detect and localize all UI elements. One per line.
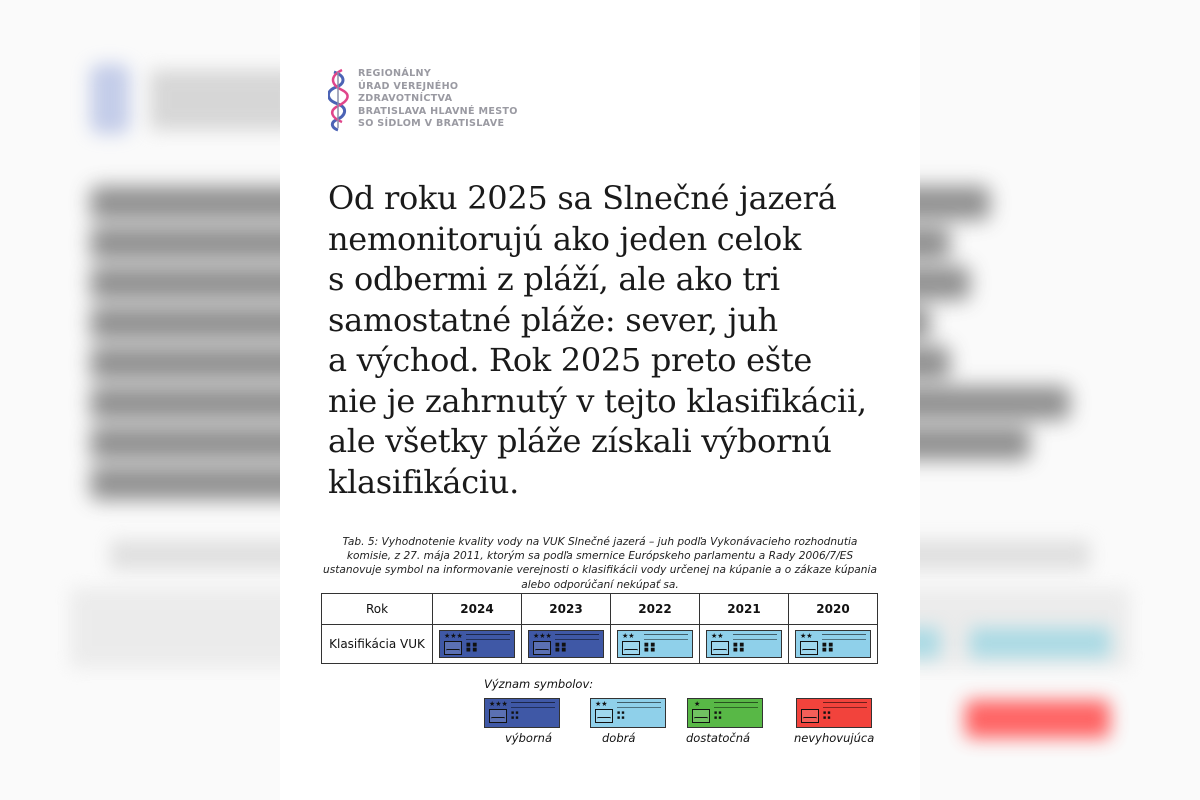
header-cell-year: 2023	[522, 594, 611, 625]
excellent-quality-icon: ★★★ ■ ■ ■ ■	[439, 630, 515, 658]
legend-label: výborná	[505, 731, 553, 745]
good-quality-icon: ★★ ■ ■ ■ ■	[795, 630, 871, 658]
blurred-logo	[90, 64, 130, 134]
headline-line: Od roku 2025 sa Slnečné jazerá	[328, 179, 837, 217]
poor-quality-icon: ■ ■ ■ ■	[796, 698, 872, 728]
row-label-klasifikacia: Klasifikácia VUK	[322, 625, 433, 664]
office-name-line: BRATISLAVA HLAVNÉ MESTO	[358, 105, 518, 117]
legend-symbol	[484, 698, 560, 728]
header-cell-year: 2021	[700, 594, 789, 625]
excellent-quality-icon: ★★★ ■ ■ ■ ■	[528, 630, 604, 658]
legend-symbol	[590, 698, 666, 728]
classification-cell	[700, 625, 789, 664]
office-name-line: ZDRAVOTNÍCTVA	[358, 93, 453, 105]
headline-line: nie je zahrnutý v tejto klasifikácii,	[328, 381, 867, 420]
headline-line: nemonitorujú ako jeden celok	[328, 219, 802, 258]
legend-symbol	[687, 698, 763, 728]
blurred-logo-text	[150, 70, 300, 130]
office-name-line: SO SÍDLOM V BRATISLAVE	[358, 118, 505, 130]
classification-cell	[433, 625, 522, 664]
headline-line: ale všetky pláže získali výbornú	[328, 422, 832, 460]
classification-cell	[611, 625, 700, 664]
good-quality-icon: ★★ ■ ■ ■ ■	[617, 630, 693, 658]
caduceus-icon	[328, 66, 350, 132]
legend-label: dobrá	[602, 731, 636, 745]
classification-cell	[789, 625, 878, 664]
header-cell-rok: Rok	[322, 594, 433, 625]
sufficient-quality-icon: ★ ■ ■ ■ ■	[687, 698, 763, 728]
headline-line: a východ. Rok 2025 preto ešte	[328, 341, 813, 379]
good-quality-icon: ★★ ■ ■ ■ ■	[706, 630, 782, 658]
header-cell-year: 2024	[433, 594, 522, 625]
legend-label: dostatočná	[686, 731, 751, 745]
legend-title: Význam symbolov:	[484, 677, 594, 691]
office-name	[358, 68, 518, 131]
office-name-line: ÚRAD VEREJNÉHO	[358, 80, 459, 92]
headline-line: samostatné pláže: sever, juh	[328, 300, 778, 339]
table-header-row	[322, 594, 878, 625]
document-panel	[280, 0, 920, 800]
blurred-badge	[965, 700, 1110, 738]
office-name-line: REGIONÁLNY	[358, 68, 432, 79]
legend-label: nevyhovujúca	[794, 731, 875, 745]
headline	[328, 178, 888, 502]
table-row	[322, 625, 878, 664]
office-logo	[328, 66, 548, 134]
headline-line: klasifikáciu.	[328, 462, 519, 501]
good-quality-icon: ★★ ■ ■ ■ ■	[590, 698, 666, 728]
header-cell-year: 2022	[611, 594, 700, 625]
table-caption: Tab. 5: Vyhodnotenie kvality vody na VUK Slnečné jazerá – juh podľa Vykonávacieho rozhodnutia komisie, z 27. mája 2011, ktorým sa podľa smernice Európskeho parlamentu a Rady 2006/7/ES ustanovuje symbol na informovanie verejnosti o klasifikácii vody určenej na kúpanie a o zákaze kúpania alebo odporúčaní nekúpať sa.	[323, 536, 877, 591]
legend-symbol	[796, 698, 872, 728]
classification-cell	[522, 625, 611, 664]
blurred-badge	[970, 628, 1110, 658]
classification-table	[321, 593, 878, 664]
excellent-quality-icon: ★★★ ■ ■ ■ ■	[484, 698, 560, 728]
headline-line: s odbermi z pláží, ale ako tri	[328, 260, 780, 298]
header-cell-year: 2020	[789, 594, 878, 625]
